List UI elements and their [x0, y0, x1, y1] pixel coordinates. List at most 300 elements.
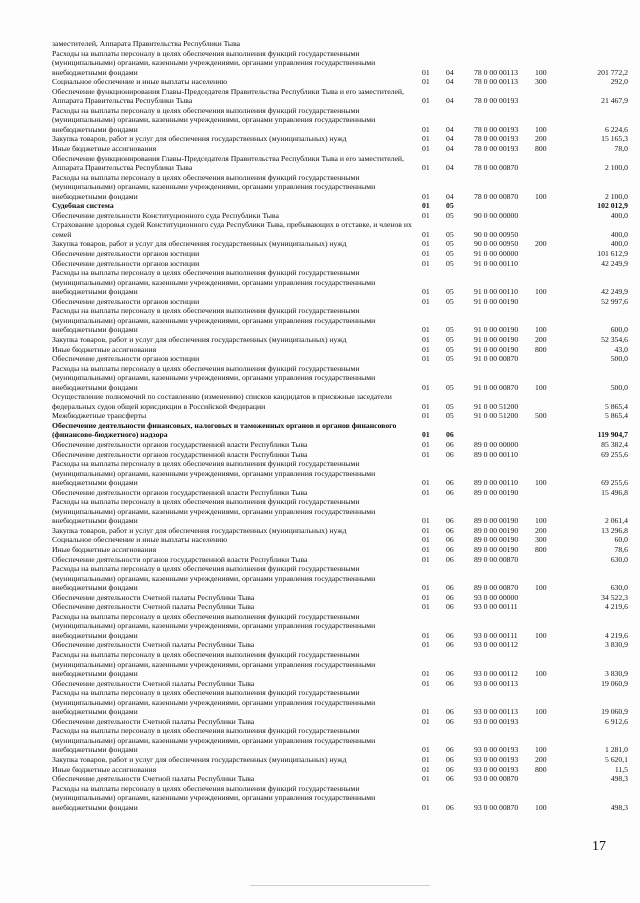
table-row [52, 440, 632, 450]
target-article-cell: 93 0 00 00113 [474, 678, 518, 688]
expense-type-cell: 200 [535, 755, 547, 765]
amount-cell: 43,0 [614, 344, 628, 354]
amount-cell: 78,0 [614, 144, 628, 154]
target-article-cell: 91 0 00 51200 [474, 401, 519, 411]
target-article-cell: 93 0 00 00113 [474, 707, 518, 717]
section-code-cell: 01 [422, 401, 430, 411]
subsection-code-cell: 06 [446, 449, 454, 459]
amount-cell: 1 281,0 [604, 745, 628, 755]
table-row [52, 259, 632, 269]
table-row [52, 297, 632, 307]
table-row [52, 535, 632, 545]
row-name: Расходы на выплаты персоналу в целях обеспечения выполнения функций государственными (муниципальными) органами, казенными учреждениями, органами управления государственными внебюджетными фондами [52, 650, 376, 679]
target-article-cell: 78 0 00 00193 [474, 144, 519, 154]
subsection-code-cell: 05 [446, 210, 454, 220]
target-article-cell: 78 0 00 00113 [474, 67, 518, 77]
row-name: Обеспечение деятельности органов государственной власти Республики Тыва [52, 487, 308, 497]
row-name: Обеспечение деятельности Счетной палаты Республики Тыва [52, 774, 255, 784]
expense-type-cell: 100 [535, 67, 547, 77]
target-article-cell: 90 0 00 00950 [474, 229, 519, 239]
amount-cell: 630,0 [610, 583, 628, 593]
expense-type-cell: 500 [535, 411, 547, 421]
amount-cell: 600,0 [610, 325, 628, 335]
target-article-cell: 78 0 00 00193 [474, 124, 519, 134]
table-row [52, 239, 632, 249]
table-row [52, 650, 632, 679]
amount-cell: 3 830,9 [604, 640, 628, 650]
row-name: Расходы на выплаты персоналу в целях обеспечения выполнения функций государственными (муниципальными) органами, казенными учреждениями, органами управления государственными внебюджетными фондами [52, 306, 376, 335]
row-name: Расходы на выплаты персоналу в целях обеспечения выполнения функций государственными (муниципальными) органами, казенными учреждениями, органами управления государственными внебюджетными фондами [52, 726, 376, 755]
subsection-code-cell: 05 [446, 411, 454, 421]
expense-type-cell: 100 [535, 325, 547, 335]
amount-cell: 42 249,9 [601, 258, 628, 268]
amount-cell: 52 997,6 [601, 296, 628, 306]
row-name: Обеспечение деятельности органов государственной власти Республики Тыва [52, 439, 308, 449]
subsection-code-cell: 06 [446, 678, 454, 688]
section-code-cell: 01 [422, 640, 430, 650]
row-name: Обеспечение деятельности Счетной палаты Республики Тыва [52, 678, 255, 688]
row-name: Расходы на выплаты персоналу в целях обеспечения выполнения функций государственными (муниципальными) органами, казенными учреждениями, органами управления государственными внебюджетными фондами [52, 105, 376, 134]
subsection-code-cell: 06 [446, 487, 454, 497]
table-row [52, 134, 632, 144]
subsection-code-cell: 05 [446, 249, 454, 259]
section-code-cell: 01 [422, 630, 430, 640]
target-article-cell: 93 0 00 00000 [474, 592, 519, 602]
table-row [52, 87, 632, 106]
amount-cell: 69 255,6 [601, 449, 628, 459]
amount-cell: 102 012,9 [597, 201, 628, 211]
expense-type-cell: 100 [535, 478, 547, 488]
amount-cell: 2 061,4 [604, 516, 628, 526]
row-name: Иные бюджетные ассигнования [52, 144, 157, 154]
row-name: Расходы на выплаты персоналу в целях обеспечения выполнения функций государственными (муниципальными) органами, казенными учреждениями, органами управления государственными внебюджетными фондами [52, 172, 376, 201]
table-row [52, 220, 632, 239]
section-code-cell: 01 [422, 478, 430, 488]
section-code-cell: 01 [422, 229, 430, 239]
row-name: Иные бюджетные ассигнования [52, 344, 157, 354]
section-code-cell: 01 [422, 802, 430, 812]
subsection-code-cell: 04 [446, 163, 454, 173]
amount-cell: 292,0 [610, 77, 628, 87]
target-article-cell: 91 0 00 00190 [474, 325, 519, 335]
table-row [52, 411, 632, 421]
subsection-code-cell: 04 [446, 144, 454, 154]
table-row [52, 249, 632, 259]
row-name: Обеспечение деятельности Счетной палаты Республики Тыва [52, 602, 255, 612]
table-row [52, 306, 632, 335]
subsection-code-cell: 04 [446, 67, 454, 77]
section-code-cell: 01 [422, 344, 430, 354]
section-code-cell: 01 [422, 544, 430, 554]
section-code-cell: 01 [422, 287, 430, 297]
row-name: Закупка товаров, работ и услуг для обеспечения государственных (муниципальных) нужд [52, 755, 347, 765]
subsection-code-cell: 06 [446, 745, 454, 755]
section-code-cell: 01 [422, 707, 430, 717]
amount-cell: 101 612,9 [597, 249, 628, 259]
target-article-cell: 93 0 00 00193 [474, 745, 519, 755]
amount-cell: 19 060,9 [601, 707, 628, 717]
target-article-cell: 91 0 00 00000 [474, 249, 519, 259]
row-name: Обеспечение деятельности органов государственной власти Республики Тыва [52, 449, 308, 459]
amount-cell: 201 772,2 [597, 67, 628, 77]
table-row [52, 364, 632, 393]
page-number: 17 [592, 839, 606, 854]
section-code-cell: 01 [422, 191, 430, 201]
target-article-cell: 93 0 00 00193 [474, 764, 519, 774]
subsection-code-cell: 05 [446, 229, 454, 239]
table-row [52, 717, 632, 727]
target-article-cell: 89 0 00 00190 [474, 544, 519, 554]
amount-cell: 5 620,1 [604, 755, 628, 765]
subsection-code-cell: 06 [446, 640, 454, 650]
expense-type-cell: 100 [535, 124, 547, 134]
subsection-code-cell: 06 [446, 630, 454, 640]
subsection-code-cell: 05 [446, 258, 454, 268]
target-article-cell: 89 0 00 00190 [474, 525, 519, 535]
section-code-cell: 01 [422, 144, 430, 154]
row-name: Судебная система [52, 201, 114, 211]
table-row [52, 774, 632, 784]
amount-cell: 69 255,6 [601, 478, 628, 488]
amount-cell: 119 904,7 [597, 430, 628, 440]
section-code-cell: 01 [422, 334, 430, 344]
subsection-code-cell: 06 [446, 602, 454, 612]
section-code-cell: 01 [422, 449, 430, 459]
target-article-cell: 89 0 00 00870 [474, 583, 519, 593]
section-code-cell: 01 [422, 163, 430, 173]
target-article-cell: 78 0 00 00193 [474, 134, 519, 144]
subsection-code-cell: 06 [446, 554, 454, 564]
expense-type-cell: 300 [535, 77, 547, 87]
table-row [52, 421, 632, 440]
target-article-cell: 91 0 00 00190 [474, 334, 519, 344]
section-code-cell: 01 [422, 439, 430, 449]
target-article-cell: 90 0 00 00950 [474, 239, 519, 249]
amount-cell: 5 865,4 [604, 411, 628, 421]
amount-cell: 5 865,4 [604, 401, 628, 411]
row-name: Иные бюджетные ассигнования [52, 544, 157, 554]
amount-cell: 85 382,4 [601, 439, 628, 449]
expense-type-cell: 800 [535, 144, 547, 154]
subsection-code-cell: 06 [446, 755, 454, 765]
row-name: Обеспечение функционирования Главы-Председателя Правительства Республики Тыва и его заместителей, Аппарата Правительства Республики Тыва [52, 86, 404, 106]
table-row [52, 211, 632, 221]
expense-type-cell: 100 [535, 669, 547, 679]
expense-type-cell: 200 [535, 239, 547, 249]
amount-cell: 52 354,6 [601, 334, 628, 344]
table-row [52, 688, 632, 717]
subsection-code-cell: 06 [446, 774, 454, 784]
row-name: Межбюджетные трансферты [52, 411, 147, 421]
section-code-cell: 01 [422, 382, 430, 392]
expense-type-cell: 200 [535, 334, 547, 344]
amount-cell: 500,0 [610, 382, 628, 392]
subsection-code-cell: 06 [446, 430, 454, 440]
subsection-code-cell: 05 [446, 239, 454, 249]
row-name: Социальное обеспечение и иные выплаты населению [52, 535, 228, 545]
page-bottom-rule [250, 885, 430, 886]
table-row [52, 497, 632, 526]
section-code-cell: 01 [422, 583, 430, 593]
target-article-cell: 78 0 00 00113 [474, 77, 518, 87]
expense-type-cell: 200 [535, 525, 547, 535]
subsection-code-cell: 04 [446, 124, 454, 134]
section-code-cell: 01 [422, 96, 430, 106]
subsection-code-cell: 06 [446, 583, 454, 593]
table-row [52, 612, 632, 641]
table-row [52, 459, 632, 488]
amount-cell: 6 224,6 [604, 124, 628, 134]
table-row [52, 201, 632, 211]
section-code-cell: 01 [422, 764, 430, 774]
table-row [52, 392, 632, 411]
expense-type-cell: 300 [535, 535, 547, 545]
section-code-cell: 01 [422, 516, 430, 526]
target-article-cell: 89 0 00 00110 [474, 449, 518, 459]
section-code-cell: 01 [422, 411, 430, 421]
row-name: Закупка товаров, работ и услуг для обеспечения государственных (муниципальных) нужд [52, 525, 347, 535]
target-article-cell: 89 0 00 00190 [474, 535, 519, 545]
amount-cell: 19 060,9 [601, 678, 628, 688]
row-name: Обеспечение функционирования Главы-Председателя Правительства Республики Тыва и его заместителей, Аппарата Правительства Республики Тыва [52, 153, 404, 173]
row-name: Расходы на выплаты персоналу в целях обеспечения выполнения функций государственными (муниципальными) органами, казенными учреждениями, органами управления государственными внебюджетными фондами [52, 688, 376, 717]
amount-cell: 400,0 [610, 229, 628, 239]
table-row [52, 679, 632, 689]
section-code-cell: 01 [422, 535, 430, 545]
target-article-cell: 91 0 00 00870 [474, 354, 519, 364]
target-article-cell: 89 0 00 00000 [474, 439, 519, 449]
amount-cell: 34 522,3 [601, 592, 628, 602]
row-name: Расходы на выплаты персоналу в целях обеспечения выполнения функций государственными (муниципальными) органами, казенными учреждениями, органами управления государственными внебюджетными фондами [52, 268, 376, 297]
row-name: заместителей, Аппарата Правительства Республики Тыва [52, 39, 241, 48]
expense-type-cell: 100 [535, 516, 547, 526]
amount-cell: 630,0 [610, 554, 628, 564]
expense-type-cell: 100 [535, 382, 547, 392]
target-article-cell: 78 0 00 00870 [474, 191, 519, 201]
row-name: Закупка товаров, работ и услуг для обеспечения государственных (муниципальных) нужд [52, 134, 347, 144]
table-row [52, 593, 632, 603]
expense-type-cell: 100 [535, 191, 547, 201]
section-code-cell: 01 [422, 602, 430, 612]
row-name: Расходы на выплаты персоналу в целях обеспечения выполнения функций государственными (муниципальными) органами, казенными учреждениями, органами управления государственными внебюджетными фондами [52, 497, 376, 526]
subsection-code-cell: 06 [446, 764, 454, 774]
amount-cell: 500,0 [610, 354, 628, 364]
subsection-code-cell: 04 [446, 96, 454, 106]
amount-cell: 2 100,0 [604, 163, 628, 173]
section-code-cell: 01 [422, 669, 430, 679]
section-code-cell: 01 [422, 525, 430, 535]
target-article-cell: 93 0 00 00193 [474, 755, 519, 765]
row-name: Социальное обеспечение и иные выплаты населению [52, 77, 228, 87]
section-code-cell: 01 [422, 592, 430, 602]
target-article-cell: 89 0 00 00190 [474, 487, 519, 497]
expense-type-cell: 100 [535, 802, 547, 812]
table-row [52, 154, 632, 173]
subsection-code-cell: 05 [446, 344, 454, 354]
target-article-cell: 78 0 00 00870 [474, 163, 519, 173]
subsection-code-cell: 05 [446, 287, 454, 297]
row-name: Расходы на выплаты персоналу в целях обеспечения выполнения функций государственными (муниципальными) органами, казенными учреждениями, органами управления государственными внебюджетными фондами [52, 48, 376, 77]
target-article-cell: 93 0 00 00111 [474, 602, 518, 612]
amount-cell: 400,0 [610, 210, 628, 220]
table-row [52, 545, 632, 555]
table-row [52, 755, 632, 765]
table-row [52, 106, 632, 135]
row-name: Расходы на выплаты персоналу в целях обеспечения выполнения функций государственными (муниципальными) органами, казенными учреждениями, органами управления государственными внебюджетными фондами [52, 459, 376, 488]
section-code-cell: 01 [422, 201, 430, 211]
section-code-cell: 01 [422, 554, 430, 564]
amount-cell: 13 296,8 [601, 525, 628, 535]
target-article-cell: 93 0 00 00112 [474, 640, 518, 650]
section-code-cell: 01 [422, 716, 430, 726]
row-name: Обеспечение деятельности органов юстиции [52, 249, 200, 259]
row-name: Обеспечение деятельности органов юстиции [52, 296, 200, 306]
target-article-cell: 78 0 00 00193 [474, 96, 519, 106]
row-name: Обеспечение деятельности финансовых, налоговых и таможенных органов и органов финансового (финансово-бюджетного) надзора [52, 420, 397, 440]
target-article-cell: 93 0 00 00870 [474, 802, 519, 812]
subsection-code-cell: 06 [446, 544, 454, 554]
target-article-cell: 89 0 00 00870 [474, 554, 519, 564]
amount-cell: 498,3 [610, 802, 628, 812]
amount-cell: 4 219,6 [604, 630, 628, 640]
section-code-cell: 01 [422, 296, 430, 306]
section-code-cell: 01 [422, 745, 430, 755]
target-article-cell: 91 0 00 00110 [474, 287, 518, 297]
expense-type-cell: 100 [535, 630, 547, 640]
row-name: Обеспечение деятельности органов государственной власти Республики Тыва [52, 554, 308, 564]
table-row [52, 526, 632, 536]
subsection-code-cell: 05 [446, 334, 454, 344]
section-code-cell: 01 [422, 755, 430, 765]
table-row [52, 602, 632, 612]
target-article-cell: 90 0 00 00000 [474, 210, 519, 220]
subsection-code-cell: 06 [446, 707, 454, 717]
expense-type-cell: 100 [535, 583, 547, 593]
row-name: Расходы на выплаты персоналу в целях обеспечения выполнения функций государственными (муниципальными) органами, казенными учреждениями, органами управления государственными внебюджетными фондами [52, 564, 376, 593]
expense-type-cell: 100 [535, 287, 547, 297]
amount-cell: 6 912,6 [604, 716, 628, 726]
budget-table [52, 39, 632, 812]
row-name: Страхование здоровья судей Конституционного суда Республики Тыва, пребывающих в отставке, и членов их семей [52, 220, 412, 239]
section-code-cell: 01 [422, 678, 430, 688]
target-article-cell: 89 0 00 00110 [474, 478, 518, 488]
expense-type-cell: 800 [535, 344, 547, 354]
table-row [52, 726, 632, 755]
table-row [52, 49, 632, 78]
row-name: Иные бюджетные ассигнования [52, 764, 157, 774]
table-row [52, 450, 632, 460]
subsection-code-cell: 06 [446, 439, 454, 449]
amount-cell: 400,0 [610, 239, 628, 249]
amount-cell: 15 496,8 [601, 487, 628, 497]
subsection-code-cell: 05 [446, 382, 454, 392]
target-article-cell: 93 0 00 00112 [474, 669, 518, 679]
table-row [52, 39, 632, 49]
table-row [52, 640, 632, 650]
row-name: Осуществление полномочий по составлению (изменению) списков кандидатов в присяжные заседатели федеральных судов общей юрисдикции в Российской Федерации [52, 392, 392, 411]
table-row [52, 268, 632, 297]
amount-cell: 2 100,0 [604, 191, 628, 201]
table-row [52, 345, 632, 355]
subsection-code-cell: 06 [446, 535, 454, 545]
section-code-cell: 01 [422, 239, 430, 249]
section-code-cell: 01 [422, 67, 430, 77]
row-name: Обеспечение деятельности Счетной палаты Республики Тыва [52, 592, 255, 602]
row-name: Закупка товаров, работ и услуг для обеспечения государственных (муниципальных) нужд [52, 239, 347, 249]
section-code-cell: 01 [422, 774, 430, 784]
table-row [52, 555, 632, 565]
row-name: Расходы на выплаты персоналу в целях обеспечения выполнения функций государственными (муниципальными) органами, казенными учреждениями, органами управления государственными внебюджетными фондами [52, 783, 376, 812]
amount-cell: 11,5 [614, 764, 628, 774]
subsection-code-cell: 06 [446, 592, 454, 602]
row-name: Закупка товаров, работ и услуг для обеспечения государственных (муниципальных) нужд [52, 334, 347, 344]
target-article-cell: 91 0 00 00190 [474, 344, 519, 354]
amount-cell: 15 165,3 [601, 134, 628, 144]
subsection-code-cell: 05 [446, 296, 454, 306]
section-code-cell: 01 [422, 430, 430, 440]
section-code-cell: 01 [422, 210, 430, 220]
section-code-cell: 01 [422, 249, 430, 259]
amount-cell: 498,3 [610, 774, 628, 784]
section-code-cell: 01 [422, 487, 430, 497]
table-row [52, 144, 632, 154]
subsection-code-cell: 05 [446, 325, 454, 335]
amount-cell: 60,0 [614, 535, 628, 545]
section-code-cell: 01 [422, 124, 430, 134]
subsection-code-cell: 05 [446, 354, 454, 364]
target-article-cell: 91 0 00 00110 [474, 258, 518, 268]
subsection-code-cell: 06 [446, 478, 454, 488]
table-row [52, 784, 632, 813]
amount-cell: 21 467,9 [601, 96, 628, 106]
expense-type-cell: 200 [535, 134, 547, 144]
table-row [52, 488, 632, 498]
row-name: Обеспечение деятельности Конституционного суда Республики Тыва [52, 210, 279, 220]
subsection-code-cell: 06 [446, 716, 454, 726]
section-code-cell: 01 [422, 258, 430, 268]
table-row [52, 335, 632, 345]
subsection-code-cell: 06 [446, 669, 454, 679]
target-article-cell: 91 0 00 00190 [474, 296, 519, 306]
target-article-cell: 89 0 00 00190 [474, 516, 519, 526]
subsection-code-cell: 05 [446, 401, 454, 411]
row-name: Обеспечение деятельности органов юстиции [52, 258, 200, 268]
subsection-code-cell: 06 [446, 525, 454, 535]
subsection-code-cell: 04 [446, 134, 454, 144]
table-row [52, 77, 632, 87]
target-article-cell: 91 0 00 51200 [474, 411, 519, 421]
section-code-cell: 01 [422, 77, 430, 87]
section-code-cell: 01 [422, 325, 430, 335]
amount-cell: 42 249,9 [601, 287, 628, 297]
target-article-cell: 93 0 00 00193 [474, 716, 519, 726]
subsection-code-cell: 04 [446, 191, 454, 201]
row-name: Расходы на выплаты персоналу в целях обеспечения выполнения функций государственными (муниципальными) органами, казенными учреждениями, органами управления государственными внебюджетными фондами [52, 363, 376, 392]
row-name: Обеспечение деятельности Счетной палаты Республики Тыва [52, 716, 255, 726]
target-article-cell: 91 0 00 00870 [474, 382, 519, 392]
expense-type-cell: 800 [535, 764, 547, 774]
amount-cell: 4 219,6 [604, 602, 628, 612]
expense-type-cell: 800 [535, 544, 547, 554]
section-code-cell: 01 [422, 134, 430, 144]
row-name: Обеспечение деятельности Счетной палаты Республики Тыва [52, 640, 255, 650]
subsection-code-cell: 06 [446, 802, 454, 812]
row-name: Расходы на выплаты персоналу в целях обеспечения выполнения функций государственными (муниципальными) органами, казенными учреждениями, органами управления государственными внебюджетными фондами [52, 611, 376, 640]
table-row [52, 564, 632, 593]
row-name: Обеспечение деятельности органов юстиции [52, 354, 200, 364]
target-article-cell: 93 0 00 00111 [474, 630, 518, 640]
table-row [52, 173, 632, 202]
